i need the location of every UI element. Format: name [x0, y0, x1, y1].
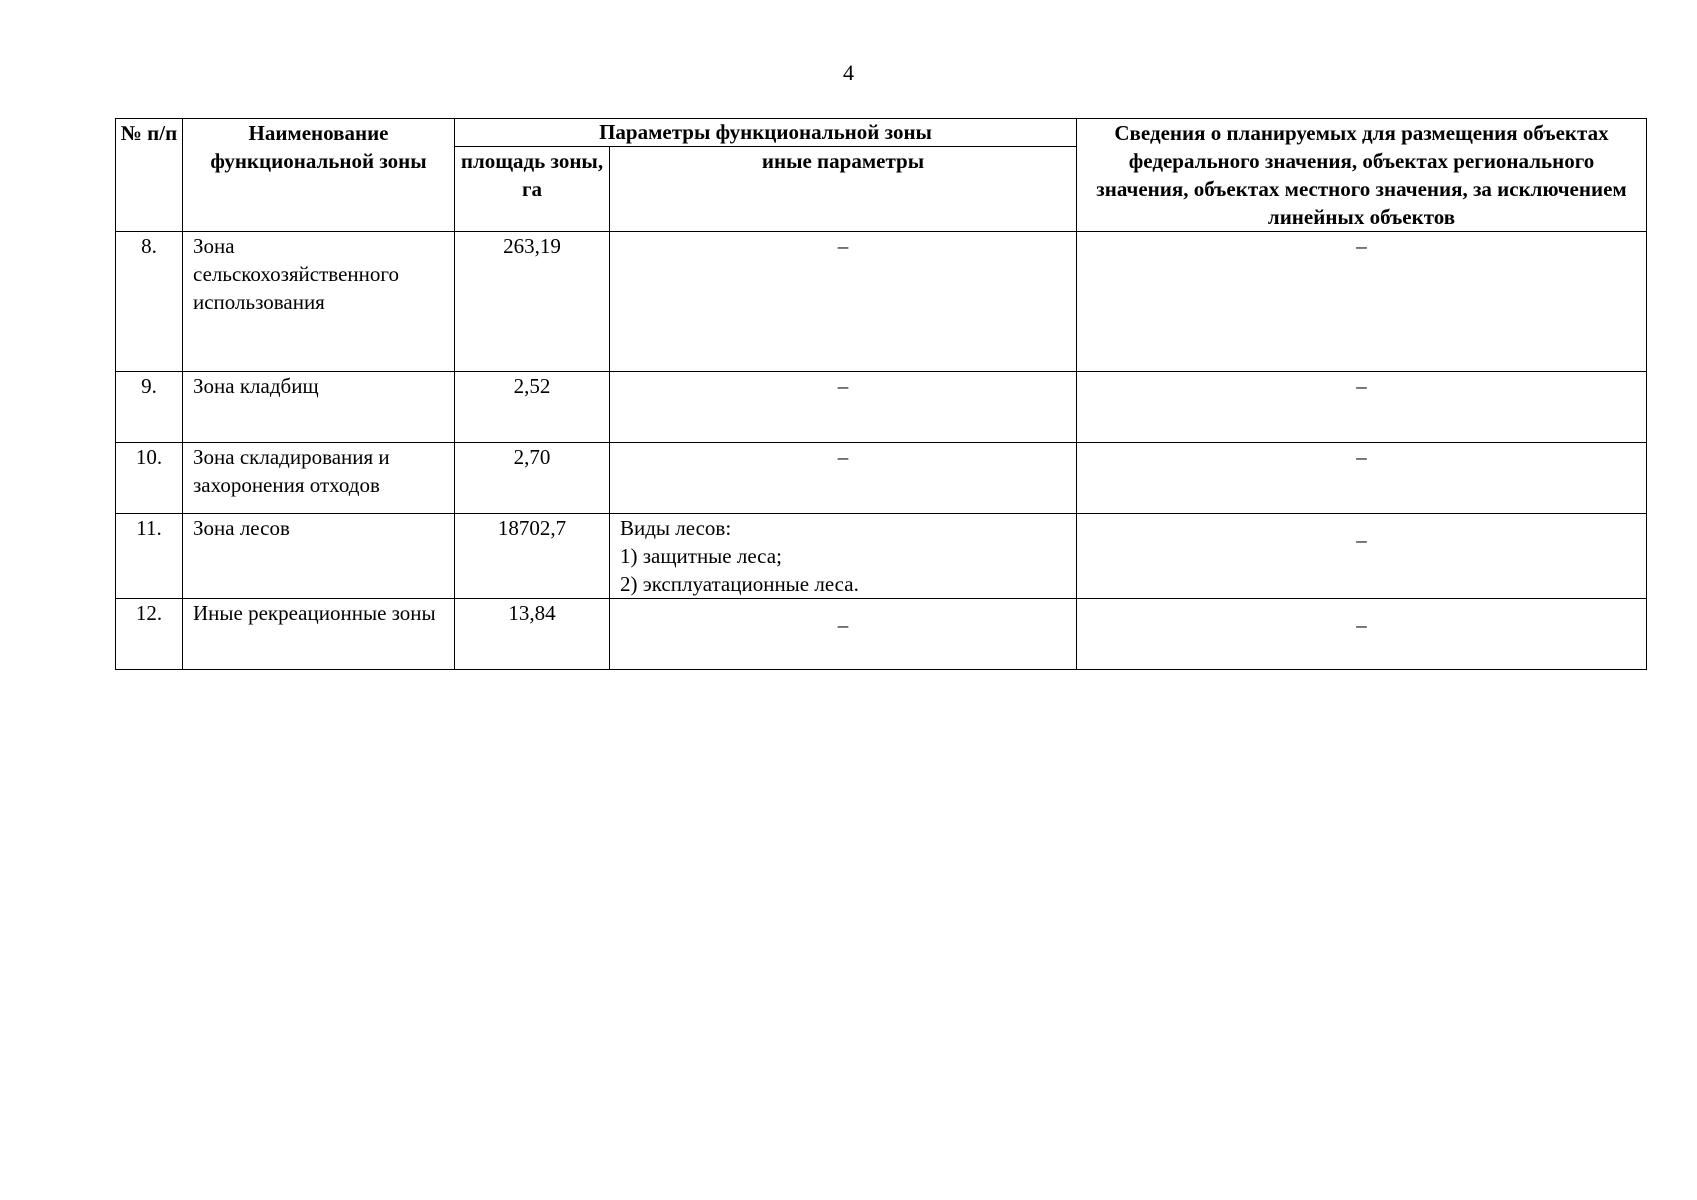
dash-value: –	[1356, 445, 1367, 469]
row-other-params	[610, 232, 1077, 372]
row-area: 2,70	[455, 443, 610, 514]
header-num: № п/п	[116, 119, 183, 232]
row-other-params	[610, 443, 1077, 514]
row-objects	[1077, 599, 1647, 670]
header-other: иные параметры	[610, 147, 1077, 232]
row-other-params	[610, 599, 1077, 670]
header-row-top	[116, 119, 1647, 147]
row-objects	[1077, 443, 1647, 514]
header-area: площадь зоны, га	[455, 147, 610, 232]
table-row	[116, 372, 1647, 443]
row-area: 13,84	[455, 599, 610, 670]
row-zone-name: Зона кладбищ	[183, 372, 455, 443]
forest-type-item: 2) эксплуатационные леса.	[620, 572, 859, 596]
row-objects	[1077, 232, 1647, 372]
dash-value: –	[837, 613, 849, 637]
dash-value: –	[1356, 234, 1367, 258]
row-objects	[1077, 514, 1647, 599]
dash-value: –	[837, 374, 849, 398]
table-header	[116, 119, 1647, 232]
forest-type-item: 1) защитные леса;	[620, 544, 782, 568]
row-other-params	[610, 514, 1077, 599]
row-zone-name: Иные рекреационные зоны	[183, 599, 455, 670]
table-row	[116, 599, 1647, 670]
dash-value: –	[837, 445, 849, 469]
table-row	[116, 443, 1647, 514]
table-row	[116, 232, 1647, 372]
dash-value: –	[1356, 374, 1367, 398]
row-zone-name: Зона сельскохозяйственного использования	[183, 232, 455, 372]
row-area: 263,19	[455, 232, 610, 372]
header-params-group: Параметры функциональной зоны	[455, 119, 1077, 147]
row-num: 11.	[116, 514, 183, 599]
row-zone-name: Зона складирования и захоронения отходов	[183, 443, 455, 514]
row-num: 10.	[116, 443, 183, 514]
row-area: 18702,7	[455, 514, 610, 599]
forest-types-label: Виды лесов:	[620, 516, 732, 540]
row-num: 9.	[116, 372, 183, 443]
header-name: Наименование функциональной зоны	[183, 119, 455, 232]
row-num: 12.	[116, 599, 183, 670]
dash-value: –	[1356, 528, 1367, 552]
dash-value: –	[837, 234, 849, 258]
table-body	[116, 232, 1647, 670]
row-objects	[1077, 372, 1647, 443]
row-num: 8.	[116, 232, 183, 372]
row-area: 2,52	[455, 372, 610, 443]
table-row	[116, 514, 1647, 599]
dash-value: –	[1356, 613, 1367, 637]
row-zone-name: Зона лесов	[183, 514, 455, 599]
page-number: 4	[843, 60, 854, 85]
row-other-params	[610, 372, 1077, 443]
header-objects: Сведения о планируемых для размещения объектах федерального значения, объектах регионального значения, объектах местного значения, за исключением линейных объектов	[1077, 119, 1647, 232]
functional-zones-table	[115, 118, 1647, 670]
